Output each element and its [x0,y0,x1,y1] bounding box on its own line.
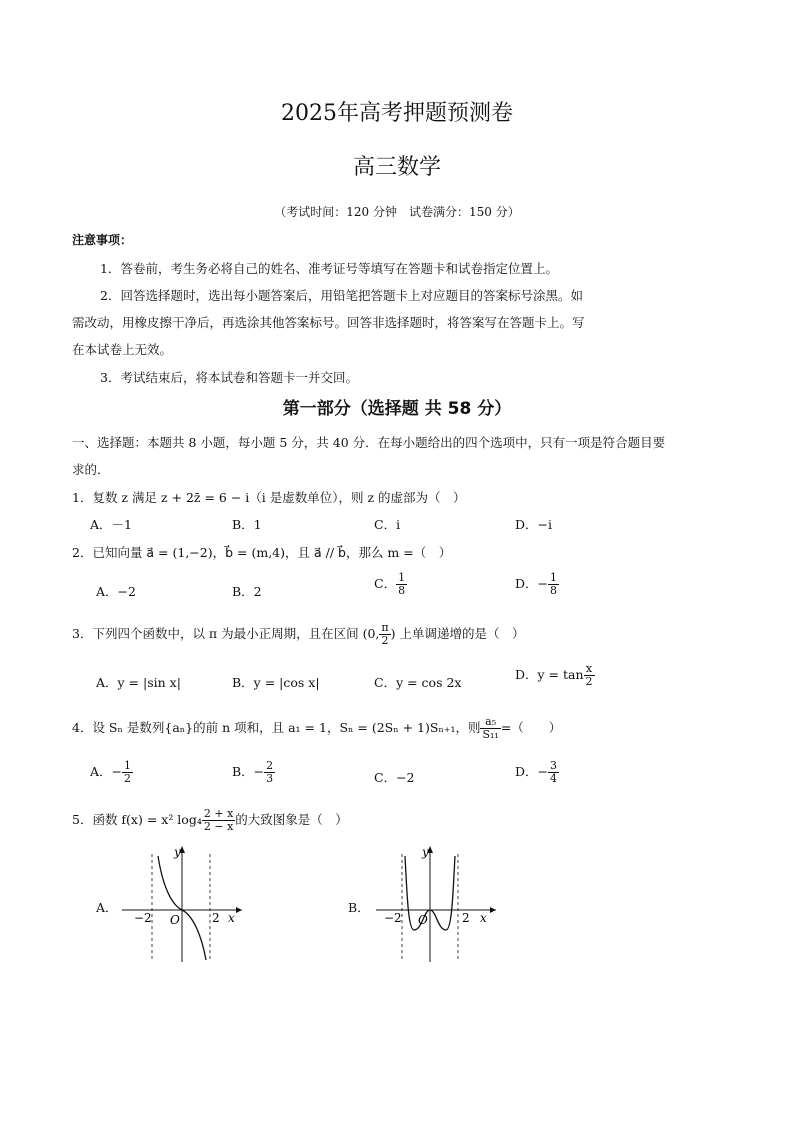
question-5-stem-pre: 5．函数 f(x) = x² log₄ [72,812,202,827]
fraction-numerator: π [381,621,389,634]
fraction-denominator: 4 [550,772,557,785]
question-3-stem-pre: 3．下列四个函数中，以 π 为最小正周期，且在区间 (0, [72,626,380,641]
question-4-option-d [515,760,559,785]
notice-item-1: 1．答卷前，考生务必将自己的姓名、准考证号等填写在答题卡和试卷指定位置上。 [100,261,558,276]
section-intro-line-2: 求的． [72,462,110,477]
notice-item-2-line-1: 2．回答选择题时，选出每小题答案后，用铅笔把答题卡上对应题目的答案标号涂黑。如 [100,288,583,303]
tick-label-pos-2: 2 [212,911,220,925]
section-intro-line-1: 一、选择题：本题共 8 小题，每小题 5 分，共 40 分．在每小题给出的四个选项中，只有一项是符合题目要 [72,435,666,450]
fraction-numerator: x [584,663,595,676]
question-4-stem-pre: 4．设 Sₙ 是数列{aₙ}的前 n 项和，且 a₁ = 1，Sₙ = (2Sₙ + 1)Sₙ₊₁，则 [72,720,481,735]
tick-label-neg-2: −2 [134,911,152,925]
question-2-option-c [374,572,407,597]
fraction-numerator: a₅ [480,716,500,729]
question-4-option-a-fraction [122,760,133,785]
question-5-graph-b [372,842,502,964]
question-4-option-c: C．−2 [374,770,415,785]
question-2-option-d-label: D．− [515,576,548,591]
fraction-denominator: 3 [266,772,274,785]
exam-subtitle: 高三数学 [352,155,441,180]
question-4-option-a [90,760,133,785]
tick-label-pos-2: 2 [462,911,470,925]
x-axis-arrow-icon [490,907,496,913]
question-4-option-d-label: D．− [515,764,548,779]
question-4-option-b-label: B．− [232,764,265,779]
question-5-stem-post: 的大致图象是（ ） [235,812,348,827]
fraction-numerator: 3 [550,759,557,772]
question-3-option-d [515,663,595,688]
section-title: 第一部分（选择题 共 58 分） [282,399,512,419]
notice-item-2-line-2: 需改动，用橡皮擦干净后，再选涂其他答案标号。回答非选择题时，将答案写在答题卡上。写 [72,315,585,330]
fraction-denominator: 2 − x [203,820,234,833]
question-5-graph-a [118,842,248,964]
fraction-denominator: S₁₁ [482,728,499,741]
question-3-option-d-label: D．y = tan [515,667,584,682]
fraction-numerator: 1 [398,571,406,584]
exam-time-info: （考试时间：120 分钟 试卷满分：150 分） [274,205,520,219]
exam-title: 2025年高考押题预测卷 [281,101,513,126]
question-2-stem: 2．已知向量 a⃗ = (1,−2)，b⃗ = (m,4)，且 a⃗ // b⃗，那么 m =（ ） [72,545,452,560]
question-5-option-b-label: B． [348,900,370,915]
question-3-stem-post: ) 上单调递增的是（ ） [390,626,525,641]
question-2-option-d-fraction [548,572,559,597]
question-3-stem [72,622,525,647]
question-4-stem-post: =（ ） [500,720,562,735]
fraction-numerator: 1 [124,759,132,772]
question-1-option-a: A．－1 [90,517,132,532]
fraction-denominator: 8 [398,584,406,597]
x-axis-label: x [228,911,235,925]
question-3-option-b: B．y = |cos x| [232,675,320,690]
x-axis-label: x [480,911,487,925]
question-2-option-c-label: C． [374,576,397,591]
question-4-option-b-fraction [264,760,275,785]
question-3-option-d-fraction [584,663,595,688]
fraction-denominator: 2 [585,675,593,688]
tick-label-neg-2: −2 [384,911,402,925]
fraction-denominator: 2 [124,772,132,785]
y-axis-label: y [174,845,181,859]
question-4-option-a-label: A．− [90,764,123,779]
notice-heading: 注意事项： [72,233,133,247]
notice-item-2-line-3: 在本试卷上无效。 [72,342,173,357]
question-5-stem [72,808,348,833]
fraction-numerator: 2 [266,759,274,772]
question-5-option-a-label: A． [96,900,118,915]
fraction-numerator: 2 + x [203,807,234,820]
question-2-option-d [515,572,559,597]
question-1-stem: 1．复数 z 满足 z + 2z̄ = 6 − i（i 是虚数单位），则 z 的虚部为（ ） [72,490,466,505]
question-2-option-a: A．−2 [96,584,136,599]
question-4-stem-fraction [480,716,500,741]
origin-label: O [170,913,180,927]
question-1-option-b: B．1 [232,517,262,532]
question-2-option-c-fraction [396,572,407,597]
y-axis-label: y [422,845,429,859]
question-1-option-c: C．i [374,517,401,532]
question-3-stem-fraction [379,622,390,647]
origin-label: O [418,913,428,927]
x-axis-arrow-icon [236,907,242,913]
fraction-denominator: 2 [381,634,389,647]
notice-item-3: 3．考试结束后，将本试卷和答题卡一并交回。 [100,370,358,385]
question-4-stem [72,716,561,741]
question-3-option-c: C．y = cos 2x [374,675,462,690]
question-5-stem-fraction [202,808,235,833]
fraction-numerator: 1 [550,571,557,584]
fraction-denominator: 8 [550,584,557,597]
question-1-option-d: D．−i [515,517,552,532]
question-4-option-b [232,760,275,785]
question-4-option-d-fraction [548,760,559,785]
question-3-option-a: A．y = |sin x| [96,675,181,690]
question-2-option-b: B．2 [232,584,262,599]
